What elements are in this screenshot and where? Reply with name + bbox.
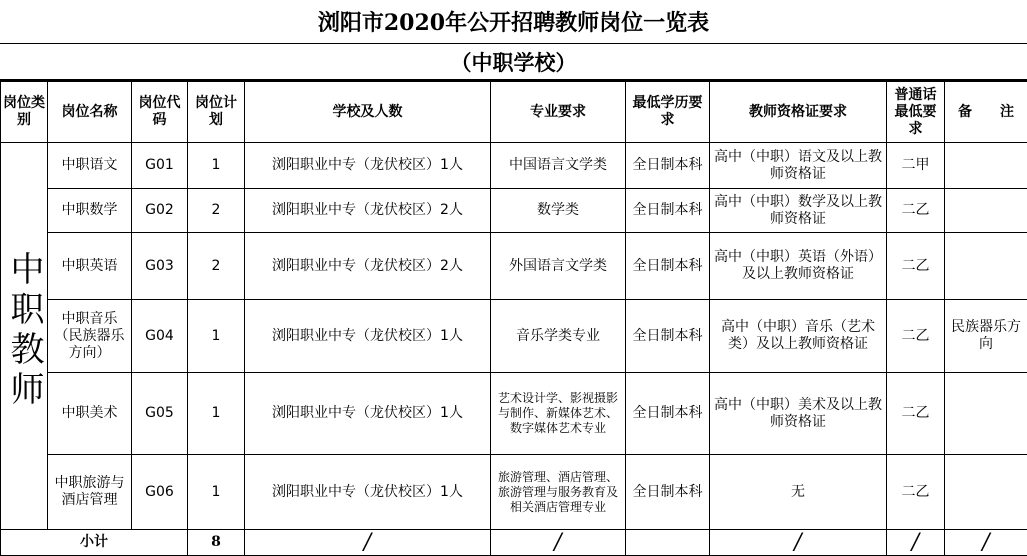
mandarin: 二乙 (887, 189, 945, 233)
header-category: 岗位类别 (1, 82, 48, 143)
job-plan: 1 (188, 300, 245, 373)
page-title: 浏阳市2020年公开招聘教师岗位一览表 (0, 0, 1027, 44)
subtotal-row (1, 530, 1027, 556)
major: 旅游管理、酒店管理、旅游管理与服务教育及相关酒店管理专业 (491, 455, 626, 530)
header-remark: 备 注 (945, 82, 1027, 143)
job-code: G05 (132, 373, 188, 455)
page-subtitle: （中职学校） (0, 44, 1027, 81)
category-cell: 中职教师 (1, 143, 48, 530)
mandarin: 二甲 (887, 143, 945, 189)
school: 浏阳职业中专（龙伏校区）2人 (245, 189, 491, 233)
job-name: 中职音乐（民族器乐方向） (48, 300, 132, 373)
table-row (1, 300, 1027, 373)
recruitment-table (0, 81, 1027, 556)
major: 外国语言文学类 (491, 233, 626, 300)
subtotal-slash: / (491, 530, 626, 556)
job-plan: 1 (188, 455, 245, 530)
remark: 民族器乐方向 (945, 300, 1027, 373)
job-code: G01 (132, 143, 188, 189)
table-row (1, 455, 1027, 530)
job-plan: 2 (188, 189, 245, 233)
job-name: 中职数学 (48, 189, 132, 233)
job-plan: 2 (188, 233, 245, 300)
mandarin: 二乙 (887, 300, 945, 373)
education: 全日制本科 (626, 373, 710, 455)
education: 全日制本科 (626, 143, 710, 189)
subtotal-slash: / (710, 530, 887, 556)
header-education: 最低学历要求 (626, 82, 710, 143)
major: 中国语言文学类 (491, 143, 626, 189)
certificate: 高中（中职）语文及以上教师资格证 (710, 143, 887, 189)
education: 全日制本科 (626, 300, 710, 373)
subtotal-label: 小计 (1, 530, 188, 556)
subtotal-empty (626, 530, 710, 556)
certificate: 高中（中职）数学及以上教师资格证 (710, 189, 887, 233)
header-mandarin: 普通话最低要求 (887, 82, 945, 143)
job-code: G04 (132, 300, 188, 373)
school: 浏阳职业中专（龙伏校区）2人 (245, 233, 491, 300)
header-major: 专业要求 (491, 82, 626, 143)
major: 数学类 (491, 189, 626, 233)
certificate: 高中（中职）音乐（艺术类）及以上教师资格证 (710, 300, 887, 373)
remark (945, 233, 1027, 300)
certificate: 高中（中职）美术及以上教师资格证 (710, 373, 887, 455)
certificate: 高中（中职）英语（外语）及以上教师资格证 (710, 233, 887, 300)
remark (945, 189, 1027, 233)
remark (945, 455, 1027, 530)
school: 浏阳职业中专（龙伏校区）1人 (245, 373, 491, 455)
table-row (1, 373, 1027, 455)
table-row (1, 189, 1027, 233)
mandarin: 二乙 (887, 455, 945, 530)
job-name: 中职旅游与酒店管理 (48, 455, 132, 530)
job-code: G06 (132, 455, 188, 530)
header-row (1, 82, 1027, 143)
subtotal-slash: / (945, 530, 1027, 556)
remark (945, 373, 1027, 455)
education: 全日制本科 (626, 233, 710, 300)
school: 浏阳职业中专（龙伏校区）1人 (245, 455, 491, 530)
remark (945, 143, 1027, 189)
major: 艺术设计学、影视摄影与制作、新媒体艺术、数字媒体艺术专业 (491, 373, 626, 455)
job-plan: 1 (188, 143, 245, 189)
education: 全日制本科 (626, 189, 710, 233)
header-code: 岗位代码 (132, 82, 188, 143)
school: 浏阳职业中专（龙伏校区）1人 (245, 300, 491, 373)
subtotal-slash: / (245, 530, 491, 556)
mandarin: 二乙 (887, 233, 945, 300)
job-name: 中职美术 (48, 373, 132, 455)
mandarin: 二乙 (887, 373, 945, 455)
header-plan: 岗位计划 (188, 82, 245, 143)
job-plan: 1 (188, 373, 245, 455)
table-row (1, 143, 1027, 189)
subtotal-plan: 8 (188, 530, 245, 556)
header-certificate: 教师资格证要求 (710, 82, 887, 143)
job-code: G02 (132, 189, 188, 233)
subtotal-slash: / (887, 530, 945, 556)
major: 音乐学类专业 (491, 300, 626, 373)
job-code: G03 (132, 233, 188, 300)
job-name: 中职语文 (48, 143, 132, 189)
header-name: 岗位名称 (48, 82, 132, 143)
header-school: 学校及人数 (245, 82, 491, 143)
certificate: 无 (710, 455, 887, 530)
school: 浏阳职业中专（龙伏校区）1人 (245, 143, 491, 189)
table-row (1, 233, 1027, 300)
education: 全日制本科 (626, 455, 710, 530)
job-name: 中职英语 (48, 233, 132, 300)
